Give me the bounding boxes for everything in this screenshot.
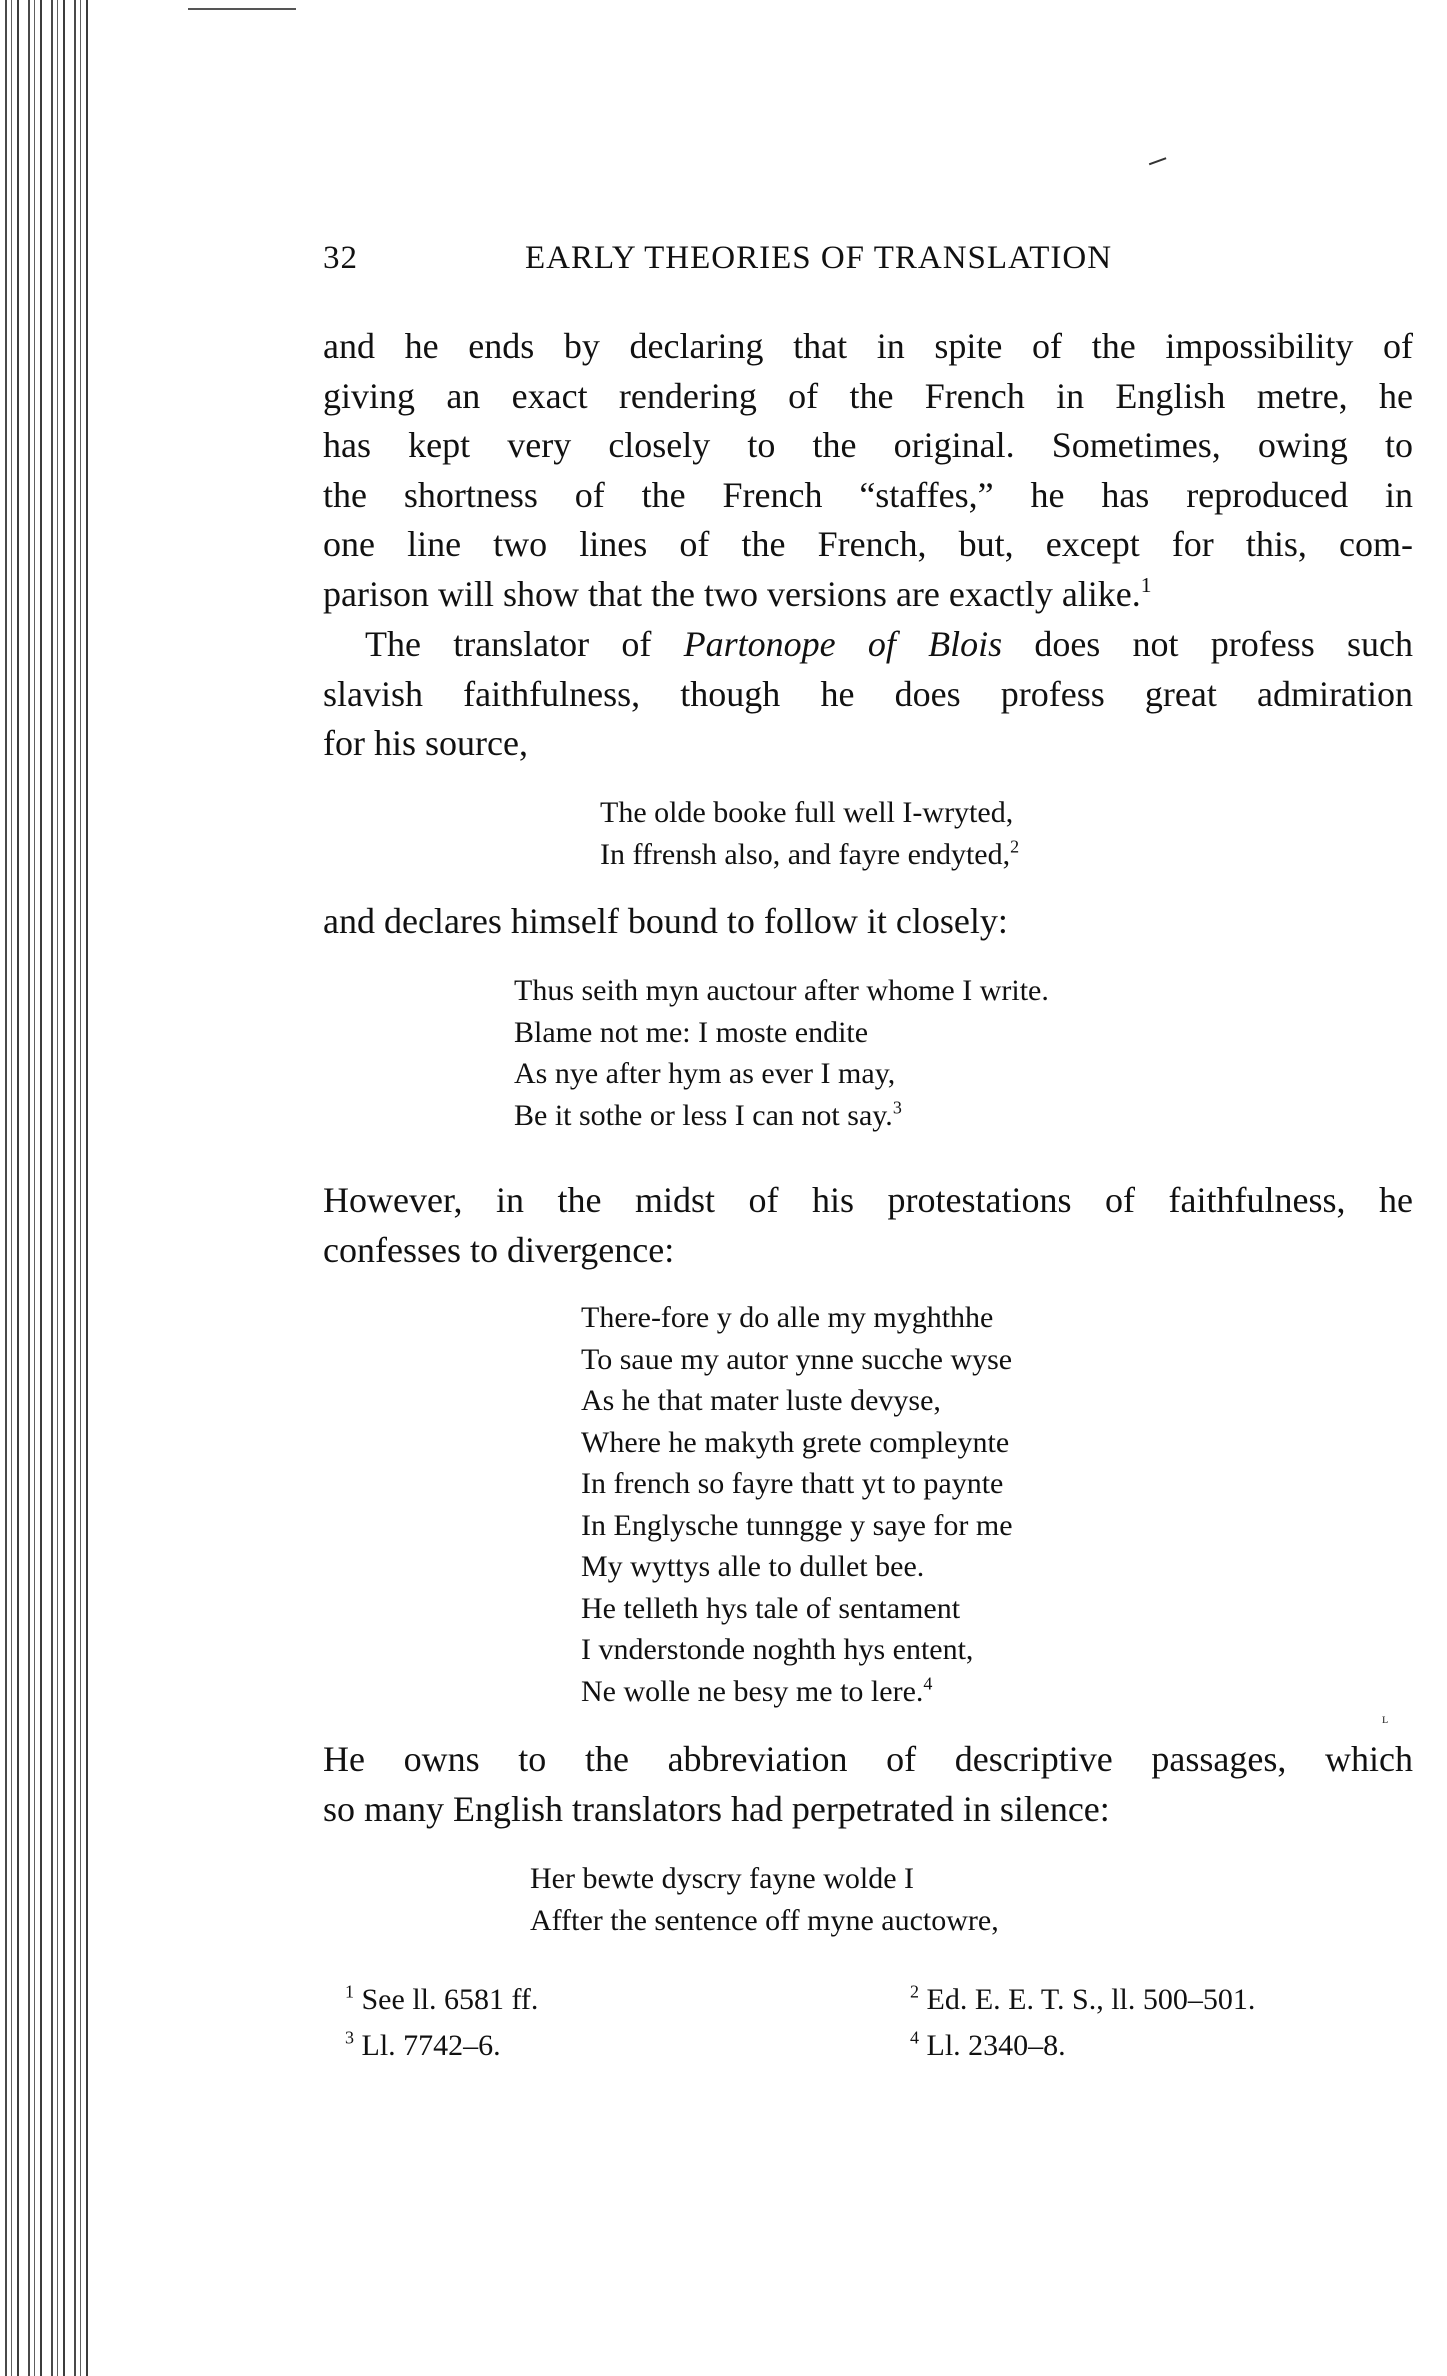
paragraph-3	[323, 897, 1413, 947]
text-line: the shortness of the French “staffes,” he has reproduced in	[323, 474, 1413, 515]
text-line: slavish faithfulness, though he does profess great admiration	[323, 673, 1413, 714]
text-line: confesses to divergence:	[323, 1229, 675, 1270]
paragraph-5	[323, 1735, 1413, 1834]
text-line	[323, 570, 1413, 620]
footnote-text: Ll. 2340–8.	[926, 2029, 1066, 2062]
verse-line: Where he makyth grete compleynte	[581, 1425, 1010, 1459]
footnote-text: Ll. 7742–6.	[361, 2029, 501, 2062]
verse-line: I vnderstonde noghth hys entent,	[581, 1633, 974, 1666]
running-head	[323, 240, 1413, 284]
paragraph-4	[323, 1176, 1413, 1275]
footnote-1	[345, 1978, 538, 2022]
verse-line: Her bewte dyscry fayne wolde I	[530, 1862, 915, 1895]
footnote-ref: 4	[923, 1672, 933, 1693]
verse-line: As he that mater luste devyse,	[581, 1384, 941, 1417]
verse-line: The olde booke full well I-wryted,	[600, 796, 1014, 829]
footnote-mark: 4	[910, 2027, 919, 2048]
top-rule	[188, 8, 296, 10]
verse-line: Thus seith myn auctour after whome I write.	[514, 974, 1049, 1007]
binding-edge	[0, 0, 92, 2376]
scan-mark	[1149, 157, 1169, 173]
footnote-2	[910, 1978, 1255, 2022]
text-line: He owns to the abbreviation of descriptive passages, which	[323, 1739, 1413, 1779]
footnote-text: See ll. 6581 ff.	[361, 1983, 539, 2016]
text-line: giving an exact rendering of the French in English metre, he	[323, 375, 1413, 416]
footnote-text: Ed. E. E. T. S., ll. 500–501.	[926, 1983, 1256, 2016]
book-title: Partonope of Blois	[683, 624, 1003, 664]
text-line-content: parison will show that the two versions are exactly alike.	[323, 573, 1141, 614]
verse-line-content: Ne wolle ne besy me to lere.	[581, 1674, 924, 1708]
verse-line: In Englysche tunngge y saye for me	[581, 1508, 1013, 1542]
paragraph-1	[323, 322, 1413, 620]
verse-line: As nye after hym as ever I may,	[514, 1057, 896, 1090]
text-run: does not profess such	[1002, 624, 1413, 664]
footnote-ref: 1	[1140, 572, 1152, 597]
text-line: However, in the midst of his protestations of faithfulness, he	[323, 1180, 1413, 1220]
footnote-mark: 3	[345, 2027, 354, 2048]
footnote-3	[345, 2024, 501, 2068]
verse-line: He telleth hys tale of sentament	[581, 1591, 961, 1625]
text-line: and declares himself bound to follow it closely:	[323, 901, 1008, 941]
verse-line: Blame not me: I moste endite	[514, 1015, 869, 1049]
text-line: one line two lines of the French, but, except for this, com-	[323, 524, 1413, 565]
text-line: has kept very closely to the original. Sometimes, owing to	[323, 425, 1413, 466]
verse-line	[581, 1671, 1013, 1713]
verse-line	[514, 1095, 1049, 1137]
verse-line-content: In ffrensh also, and fayre endyted,	[600, 837, 1011, 871]
page-number: 32	[323, 240, 358, 276]
verse-line-content: Be it sothe or less I can not say.	[514, 1098, 893, 1132]
verse-line	[600, 834, 1019, 876]
text-run: The translator of	[365, 624, 684, 664]
verse-quote-3	[581, 1297, 1013, 1712]
verse-line: In french so fayre thatt yt to paynte	[581, 1467, 1004, 1500]
text-line: for his source,	[323, 723, 528, 764]
text-line: and he ends by declaring that in spite of the impossibility of	[323, 326, 1413, 366]
scan-mark: ʟ	[1382, 1712, 1389, 1727]
verse-line: There-fore y do alle my myghthhe	[581, 1301, 994, 1334]
footnote-4	[910, 2024, 1066, 2068]
verse-quote-4	[530, 1858, 999, 1941]
text-line: so many English translators had perpetrated in silence:	[323, 1788, 1110, 1829]
verse-quote-2	[514, 970, 1049, 1136]
verse-line: My wyttys alle to dullet bee.	[581, 1550, 925, 1583]
paragraph-2	[323, 620, 1413, 769]
footnote-ref: 3	[892, 1096, 902, 1117]
verse-line: To saue my autor ynne sucche wyse	[581, 1342, 1013, 1376]
text-line	[323, 620, 1413, 670]
footnote-mark: 2	[910, 1981, 919, 2002]
running-title: EARLY THEORIES OF TRANSLATION	[525, 240, 1113, 276]
footnote-ref: 2	[1010, 835, 1020, 856]
verse-line: Affter the sentence off myne auctowre,	[530, 1903, 999, 1937]
verse-quote-1	[600, 792, 1019, 875]
footnote-mark: 1	[345, 1981, 354, 2002]
